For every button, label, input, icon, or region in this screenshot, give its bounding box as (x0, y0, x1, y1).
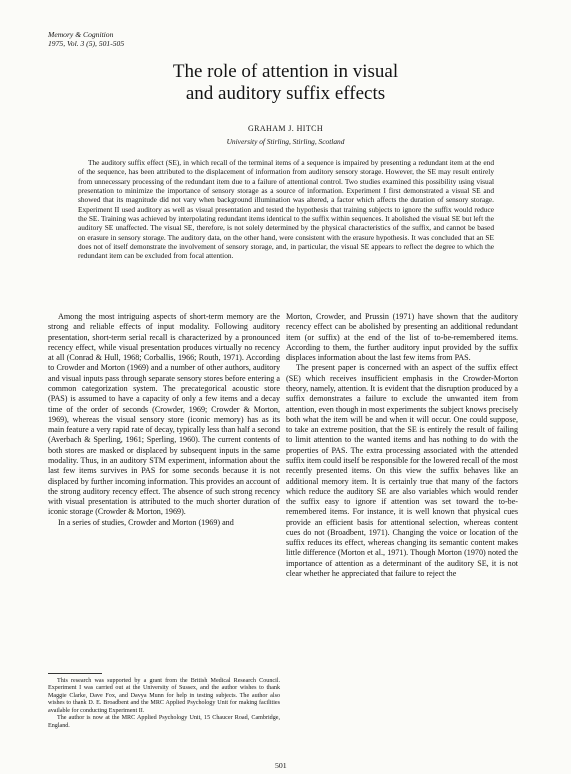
body-paragraph: Among the most intriguing aspects of short-term memory are the strong and reliable effects of input modality. Following auditory presentation, short-term serial recall is characterized by a pronounced recency effect, while visual presentation produces virtually no recency at all (Conrad & Hull, 1968; Corballis, 1966; Routh, 1971). According to Crowder and Morton (1969) and a number of other authors, auditory and visual inputs pass through separate sensory stores before entering a common categorization system. The precategorical acoustic store (PAS) is assumed to have a capacity of only a few items and a decay time of the order of seconds (Crowder, 1969; Crowder & Morton, 1969), whereas the visual sensory store (iconic memory) has as its main feature a very rapid rate of decay, typically less than half a second (Averbach & Sperling, 1961; Sperling, 1960). The current contents of both stores are masked or displaced by subsequent inputs in the same modality. Thus, in an auditory STM experiment, information about the last few items survives in PAS for some seconds because it is not displaced by further incoming information. This provides an account of the strong auditory recency effect. The absence of such strong recency with visual presentation is attributed to the much shorter duration of iconic storage (Crowder & Morton, 1969). (48, 312, 280, 517)
footnote: The author is now at the MRC Applied Psychology Unit, 15 Chaucer Road, Cambridge, England. (48, 715, 280, 729)
abstract: The auditory suffix effect (SE), in which recall of the terminal items of a sequence is impaired by presenting a redundant item at the end of the sequence, has been attributed to the displacement of information from auditory sensory storage. However, the SE may result entirely from unnecessary processing of the redundant item due to a failure of attentional control. Two studies examined this possibility using visual presentation to minimize the importance of sensory storage as a source of information. Experiment I first demonstrated a visual SE and showed that its magnitude did not vary when background illumination was altered, a factor which affects the duration of sensory storage. Experiment II used auditory as well as visual presentation and tested the hypothesis that training subjects to ignore the suffix would reduce the SE. Training was achieved by interpolating redundant items identical to the suffix within sequences. It abolished the visual SE but left the auditory SE unaffected. The visual SE, therefore, is not solely determined by the physical characteristics of the suffix, and cannot be based on erasure in sensory storage. The auditory data, on the other hand, were consistent with the erasure hypothesis. It was concluded that an SE does not of itself demonstrate the involvement of sensory storage, and, in particular, the visual SE appears to reflect the degree to which the redundant item can be excluded from focal attention. (78, 158, 494, 261)
body-column-right (286, 312, 518, 757)
body-column-left (48, 312, 280, 669)
body-paragraph: In a series of studies, Crowder and Morton (1969) and (58, 517, 234, 527)
body-paragraph: Morton, Crowder, and Prussin (1971) have shown that the auditory recency effect can be abolished by presenting an additional redundant item (or suffix) at the end of the list of to-be-remembered items. According to them, the further auditory input provided by the suffix displaces information about the last few items from PAS. (286, 312, 518, 363)
page-number: 501 (275, 761, 287, 770)
paper-title (60, 61, 511, 105)
journal-name: Memory & Cognition (48, 30, 114, 39)
body-paragraph: The present paper is concerned with an aspect of the suffix effect (SE) which receives insufficient emphasis in the Crowder-Morton theory, namely, attention. It is evident that the disruption produced by a suffix demonstrates a failure to exclude the unwanted item from attention, even though in most experiments the subject knows precisely both what the item will be and when it will occur. One could suppose, to take an extreme position, that the SE is entirely the result of failing to limit attention to the wanted items and has nothing to do with the properties of PAS. The extra processing associated with the attended suffix item could itself be responsible for the lowered recall of the most recently presented items. On this view the suffix behaves like an additional memory item. It is certainly true that many of the factors which reduce the auditory SE are also variables which would render the suffix easy to ignore if attention was set toward the to-be-remembered items. For instance, it is well known that physical cues provide an efficient basis for attentional selection, whereas content cues do not (Broadbent, 1971). Changing the voice or location of the suffix reduces its effect, whereas changing its semantic content makes little difference (Morton et al., 1971). Though Morton (1970) noted the importance of attention as a determinant of the auditory SE, it is not clear whether he appreciated that failure to reject the (286, 363, 518, 579)
footnotes (48, 678, 280, 730)
author-affiliation: University of Stirling, Stirling, Scotland (226, 137, 345, 146)
footnote: This research was supported by a grant from the British Medical Research Council. Experiment I was carried out at the University of Sussex, and the author wishes to thank Maggie Clarke, Dave Fox, and Davya Munn for help in testing subjects. The author also wishes to thank D. E. Broadbent and the MRC Applied Psychology Unit for making facilities available for conducting Experiment II. (48, 678, 280, 714)
title-line-1: The role of attention in visual (172, 61, 399, 82)
footnote-divider (48, 673, 102, 674)
author-name: GRAHAM J. HITCH (247, 124, 324, 133)
journal-citation: 1975, Vol. 3 (5), 501-505 (48, 39, 125, 48)
title-line-2: and auditory suffix effects (185, 83, 386, 104)
journal-header (48, 30, 124, 48)
